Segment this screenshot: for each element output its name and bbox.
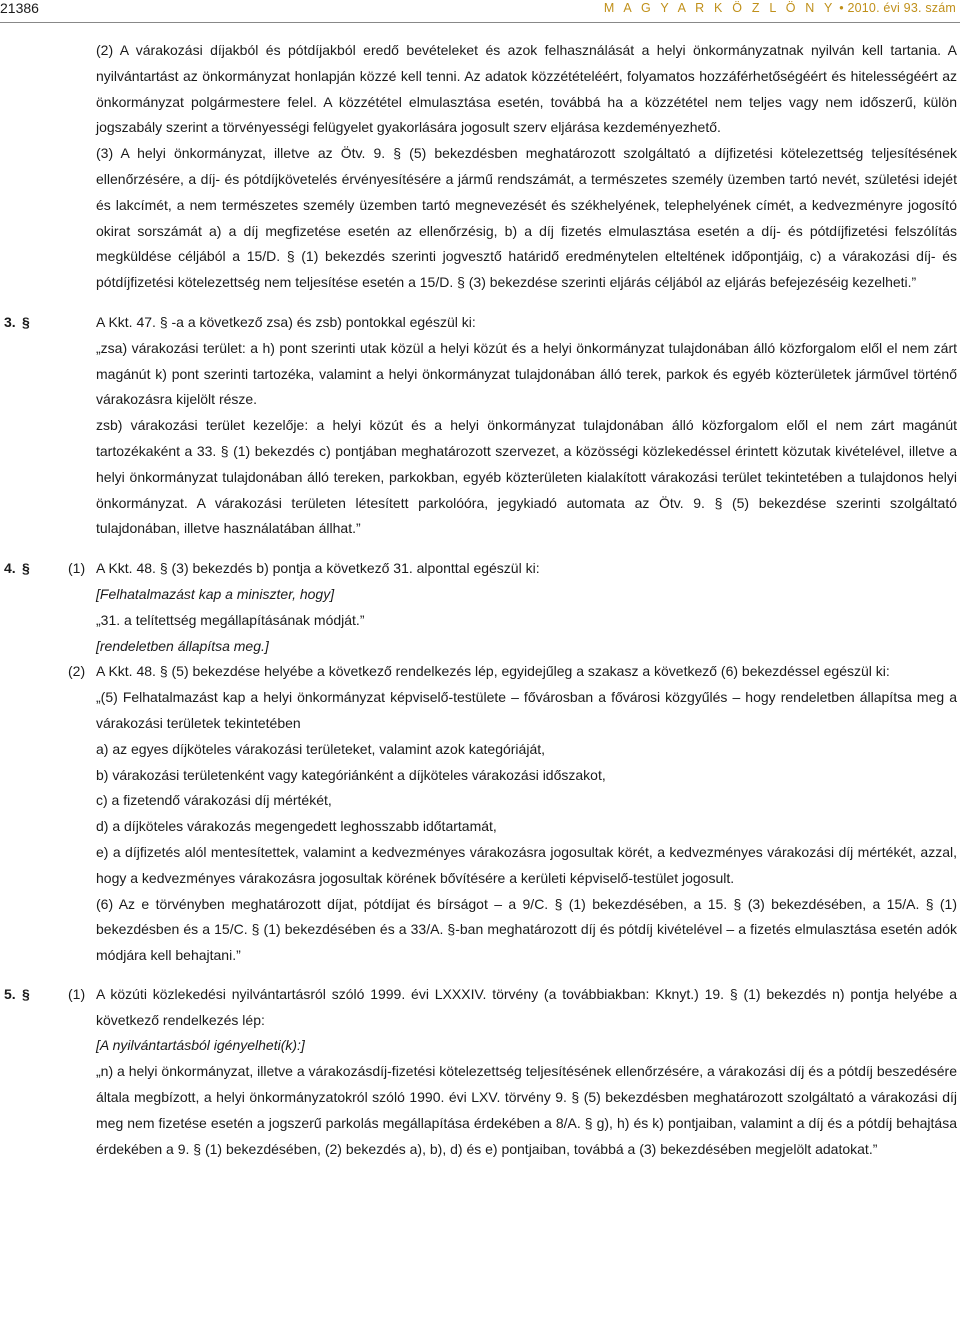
section-3 [0,310,960,542]
section-sign: § [22,560,30,577]
list-item: a) az egyes díjköteles várakozási területeket, valamint azok kategóriáját, [96,740,546,757]
paragraph-6: (6) Az e törvényben meghatározott díjat, pótdíjat és bírságot – a 9/C. § (1) bekezdésében, a 15. § (3) bekezdésében, a 15/A. § (1) bekezdésben és a 15/C. § (1) bekezdésében és a 33/A. §-ban meghatározott díj és pótdíj kivételével – a fizetés elmulasztása esetén adók módjára kell behajtani.” [96,895,957,964]
journal-title: M A G Y A R K Ö Z L Ö N Y [603,1,836,15]
point-zsb: zsb) várakozási terület kezelője: a helyi közút és a helyi önkormányzat tulajdonában álló közforgalom elől el nem zárt magánút tartozékaként a 33. § (1) bekezdés c) pontjában meghatározott szervezet, a közösségi közlekedéssel érintett közutak kivételével, illetve a helyi önkormányzat tulajdonában álló tereken, parkokban, egyéb közterületen kialakított várakozási terület tekintetében a tulajdonos helyi önkormányzat. A várakozási területen létesített parkolóóra, jegykiadó automata az Ötv. 9. § (5) bekezdése szerinti szolgáltató tulajdonában, illetve használatában állhat.” [96,417,957,537]
subsection-lead: A Kkt. 48. § (3) bekezdés b) pontja a következő 31. alponttal egészül ki: [96,560,540,577]
document-body [0,38,960,1162]
section-lead: A Kkt. 47. § -a a következő zsa) és zsb) pontokkal egészül ki: [96,313,476,330]
subsection-lead: A közúti közlekedési nyilvántartásról szóló 1999. évi LXXXIV. törvény (a továbbiakban: Kknyt.) 19. § (1) bekezdés n) pontja helyébe a következő rendelkezés lép: [96,985,957,1028]
paragraph-3: (3) A helyi önkormányzat, illetve az Ötv. 9. § (5) bekezdésben meghatározott szolgáltató a díjfizetési kötelezettség teljesítésének ellenőrzésére, a díj- és pótdíjkövetelés érvényesítésére a jármű rendszámát, a természetes személy üzemben tartó nevét, születési idejét és lakcímét, a nem természetes személy üzemben tartó megnevezését és székhelyének, telephelyének címét, a kedvezményre jogosító okirat sorszámát a) a díj megfizetése esetén az ellenőrzésig, b) a díj fizetés elmulasztása esetén a díj- és pótdíjfizetési felszólítás megküldése céljából a 15/D. § (1) bekezdés szerinti jogvesztő határidő eredménytelen elteltének időpontjáig, c) a várakozási díj- és pótdíjfizetési kötelezettség nem teljesítése esetén a 15/D. § (3) bekezdése szerinti eljárás céljából az eljárás befejezéséig kezelheti.” [96,145,957,291]
section-sign: § [22,985,30,1002]
issue-label: 2010. évi 93. szám [847,1,956,15]
running-header [604,0,956,22]
section-sign: § [22,313,30,330]
list-item: d) a díjköteles várakozás megengedett leghosszabb időtartamát, [96,818,497,835]
subsection-label: (2) [68,663,86,680]
paragraph-2: (2) A várakozási díjakból és pótdíjakból eredő bevételeket és azok felhasználását a helyi önkormányzatnak nyilván kell tartania. A nyilvántartást az önkormányzat honlapján közzé kell tenni. Az adatok közzétételéért, folyamatos hozzáférhetőségéért és hitelességéért az önkormányzat polgármestere felel. A közzététel elmulasztása esetén, továbbá ha a közzététel nem teljes vagy nem időszerű, külön jogszabály szerint a törvényességi felügyelet gyakorlására jogosult szerv eljárása kezdeményezhető. [96,42,957,136]
subsection-label: (1) [68,985,86,1002]
section-4 [0,556,960,969]
point-zsa: „zsa) várakozási terület: a h) pont szerinti utak közül a helyi közút és a helyi önkormányzat tulajdonában álló közforgalom elől el nem zárt magánút k) pont szerinti tartozéka, valamint a helyi önkormányzat tulajdonában álló terek, parkok és egyéb közterületek járművel történő várakozásra kijelölt része. [96,339,957,408]
subsection-lead: A Kkt. 48. § (5) bekezdése helyébe a következő rendelkezés lép, egyidejűleg a szakasz a következő (6) bekezdéssel egészül ki: [96,663,890,680]
section-number: 3. [4,313,16,330]
context-note: [rendeletben állapítsa meg.] [96,637,269,654]
page-header [0,0,960,23]
list-item: „31. a telítettség megállapításának módját.” [96,611,365,628]
page-number: 21386 [0,0,39,16]
subsection-2 [0,659,960,685]
spacer [0,542,960,556]
spacer [0,296,960,310]
context-note: [A nyilvántartásból igényelheti(k):] [96,1037,305,1054]
list-item: b) várakozási területenként vagy kategóriánként a díjköteles várakozási időszakot, [96,766,606,783]
paragraph-5: „(5) Felhatalmazást kap a helyi önkormányzat képviselő-testülete – fővárosban a fővárosi közgyűlés – hogy rendeletben állapítsa meg a várakozási területek tekintetében [96,689,957,731]
list-item: c) a fizetendő várakozási díj mértékét, [96,792,332,809]
spacer [0,969,960,982]
context-note: [Felhatalmazást kap a miniszter, hogy] [96,585,335,602]
list-item: „n) a helyi önkormányzat, illetve a várakozásdíj-fizetési kötelezettség teljesítésének ellenőrzésére, a várakozási díj és a pótdíj beszedésére általa megbízott, a helyi önkormányzatokról szóló 1990. évi LXV. törvény 9. § (5) bekezdésben meghatározott szolgáltató a várakozási díj meg nem fizetése esetén a jogszerű parkolás megállapítása érdekében a 8/A. § g), h) és k) pontjaiban, valamint a díj és a pótdíj behajtása érdekében a 9. § (1) bekezdésében, (2) bekezdés a), b), d) és e) pontjaiban, továbbá a (3) bekezdésében megjelölt adatokat.” [96,1063,957,1157]
section-5 [0,982,960,1163]
header-bullet: • [839,1,844,15]
section-number: 4. [4,560,16,577]
list-item: e) a díjfizetés alól mentesítettek, valamint a kedvezményes várakozásra jogosultak körét, a kedvezményes várakozási díj mértékét, azzal, hogy a kedvezményes várakozásra jogosultak körének bővítésére a kerületi képviselő-testület jogosult. [96,843,957,886]
section-number: 5. [4,985,16,1002]
subsection-label: (1) [68,560,86,577]
